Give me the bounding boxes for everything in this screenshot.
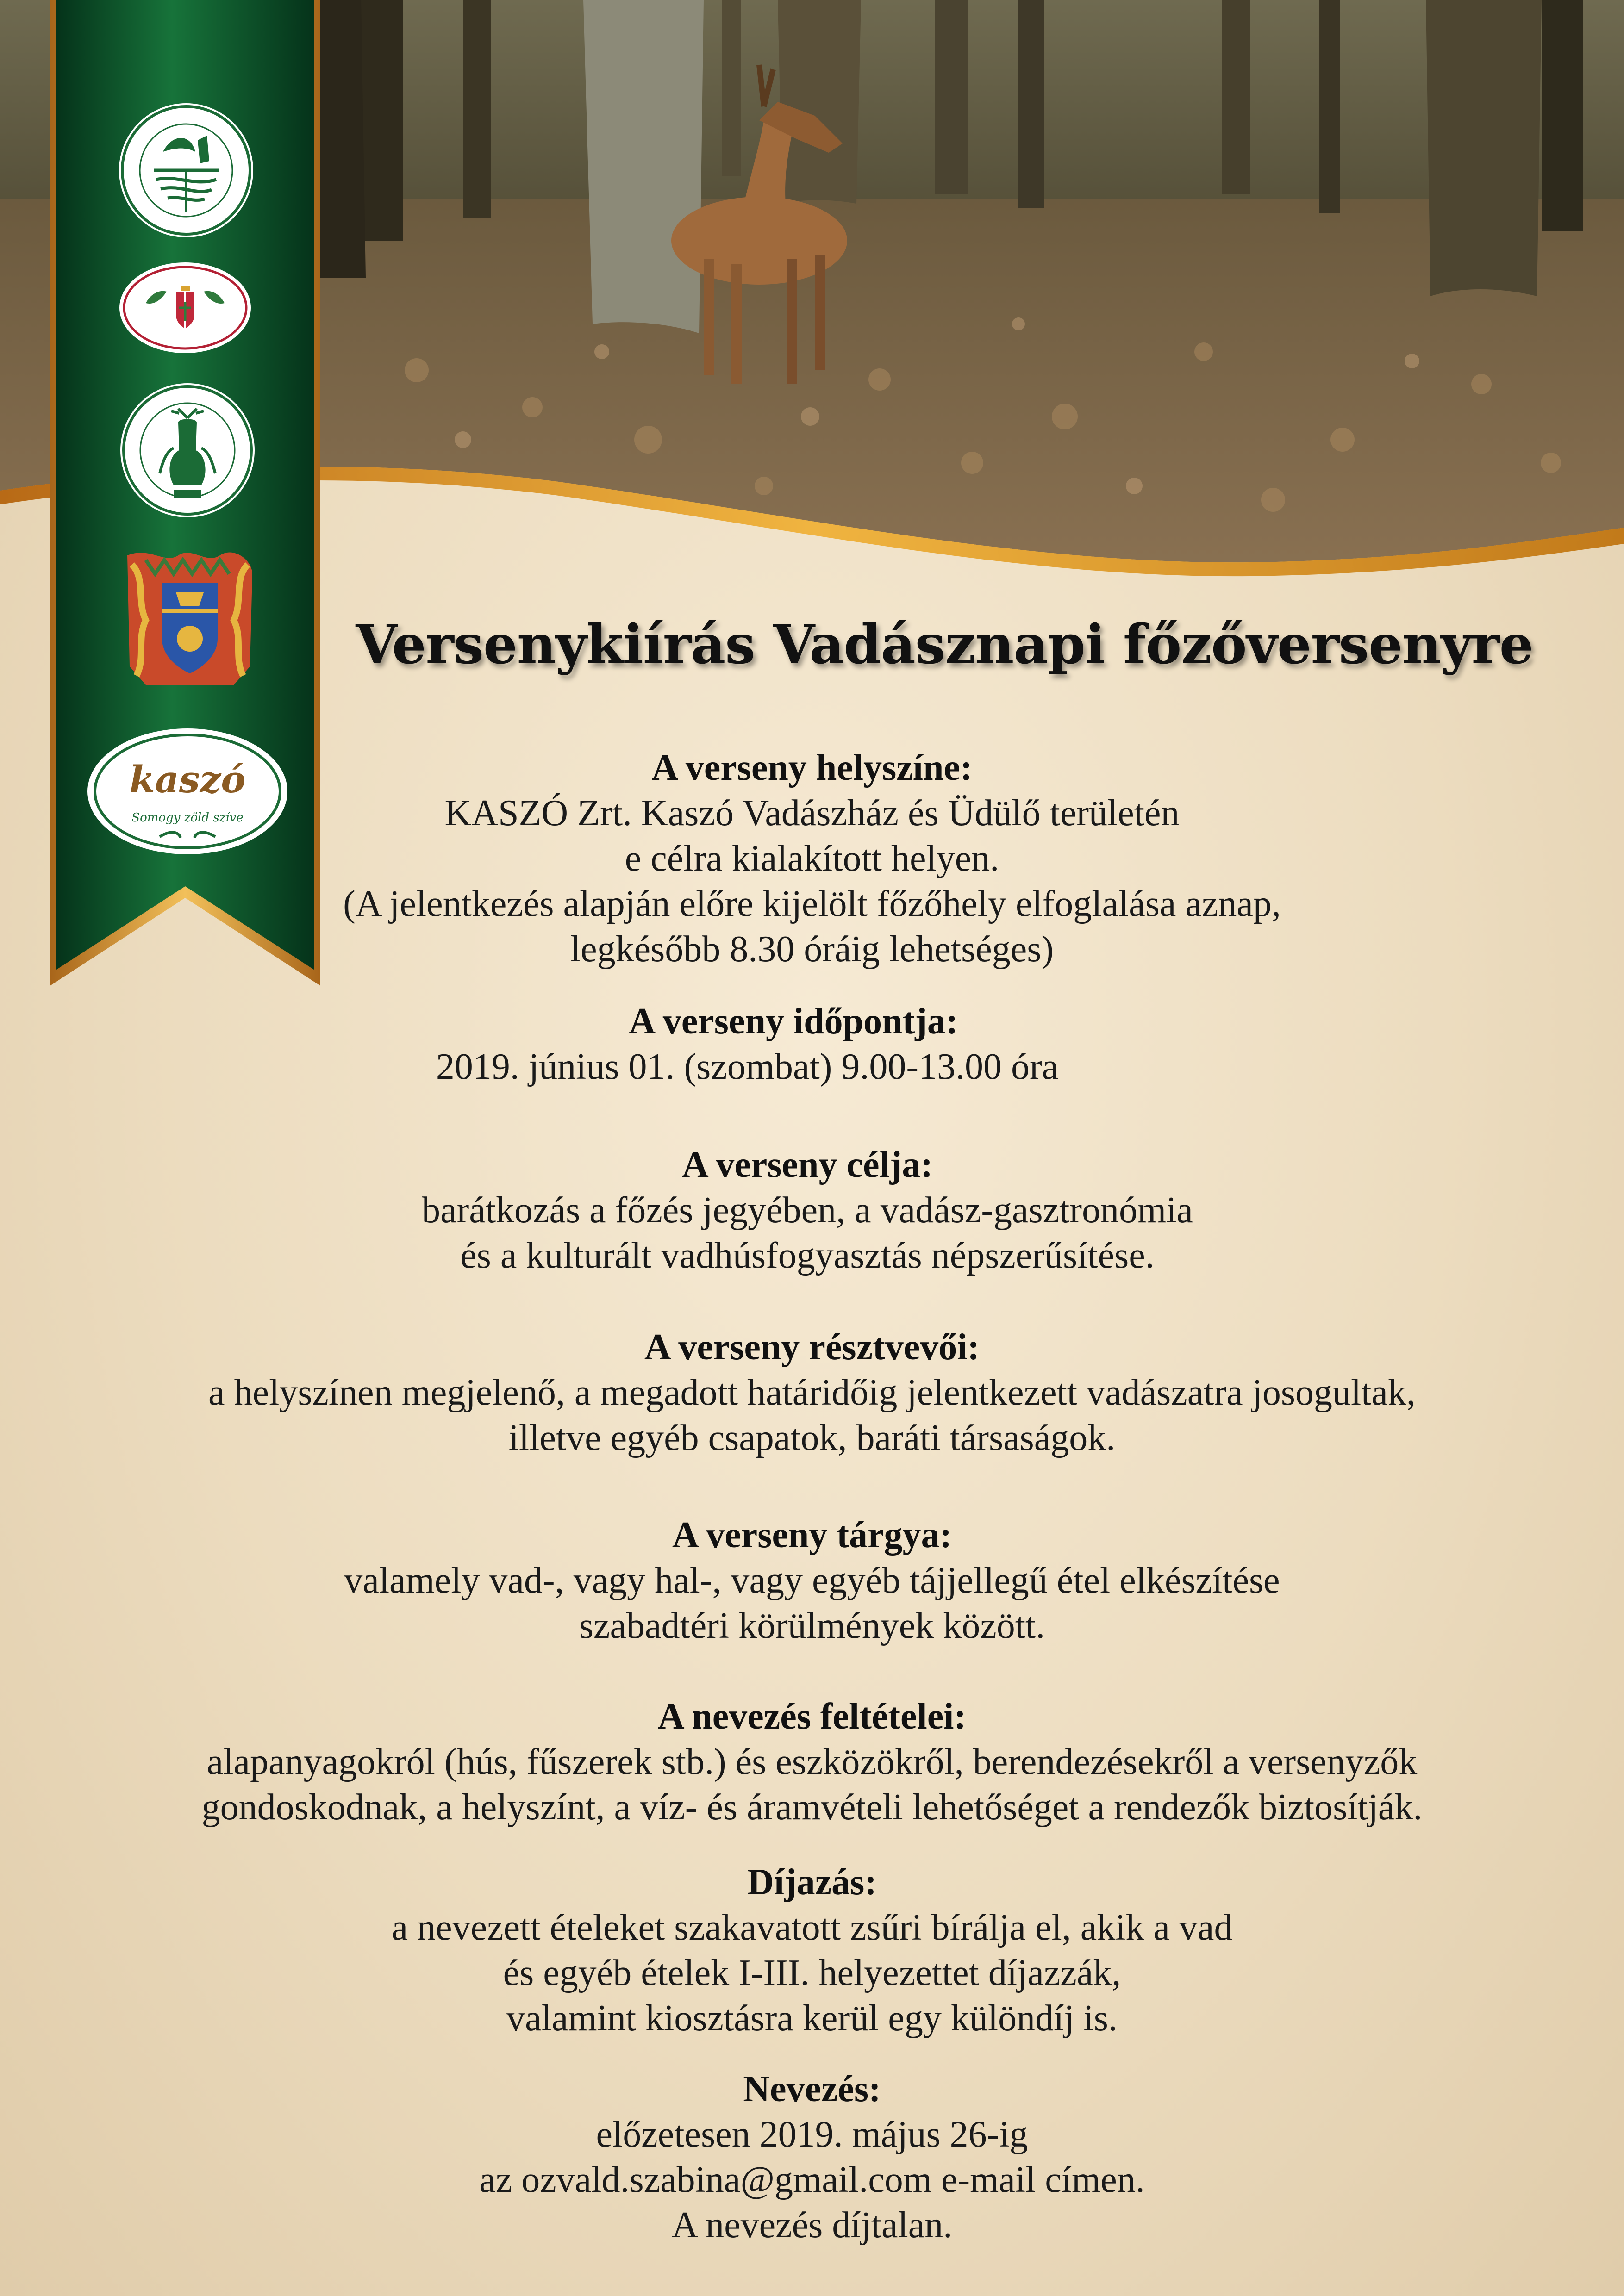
section-body [0, 2112, 1624, 2248]
body-line: előzetesen 2019. május 26-ig [596, 2114, 1028, 2155]
section-heading: A nevezés feltételei: [657, 1696, 967, 1737]
vadaszati-vedegylet-logo [118, 381, 257, 520]
body-line: barátkozás a főzés jegyében, a vadász-gasztronómia [422, 1190, 1193, 1231]
body-line: 2019. június 01. (szombat) 9.00-13.00 óra [436, 1046, 1059, 1087]
section-body [0, 1044, 1559, 1089]
section-heading: Nevezés: [743, 2069, 881, 2109]
section-heading: A verseny helyszíne: [651, 747, 973, 788]
body-line: a nevezett ételeket szakavatott zsűri bírálja el, akik a vad [391, 1907, 1233, 1948]
omvk-vadaszkamara-logo [118, 261, 252, 354]
section-body [0, 1370, 1624, 1461]
body-line: KASZÓ Zrt. Kaszó Vadászház és Üdülő területén [444, 793, 1180, 834]
body-line: és egyéb ételek I-III. helyezettet díjazzák, [503, 1953, 1121, 1993]
body-line: A nevezés díjtalan. [671, 2205, 953, 2246]
body-line: gondoskodnak, a helyszínt, a víz- és áramvételi lehetőséget a rendezők biztosítják. [201, 1787, 1423, 1828]
section-participants [0, 1325, 1624, 1461]
kaszo-tagline-text: Somogy zöld szíve [131, 811, 244, 825]
section-body [0, 790, 1624, 972]
section-heading: Díjazás: [747, 1862, 877, 1903]
section-body [0, 1558, 1624, 1649]
section-location [0, 745, 1624, 972]
kaszo-brand-text: kaszó [129, 758, 246, 801]
body-line: valamely vad-, vagy hal-, vagy egyéb tájjellegű étel elkészítése [344, 1560, 1280, 1601]
body-line: illetve egyéb csapatok, baráti társaságok. [508, 1418, 1116, 1458]
section-conditions [0, 1694, 1624, 1830]
section-prizes [0, 1860, 1624, 2041]
body-line: e célra kialakított helyen. [625, 838, 999, 879]
section-heading: A verseny időpontja: [629, 1001, 958, 1042]
somogy-coat-of-arms [118, 546, 262, 690]
section-body [0, 1188, 1619, 1278]
drava-volgye-school-logo [117, 101, 256, 240]
body-line: (A jelentkezés alapján előre kijelölt főzőhely elfoglalása aznap, [343, 884, 1281, 924]
section-date [0, 999, 1559, 1089]
section-subject [0, 1512, 1624, 1649]
page-title: Versenykiírás Vadásznapi főzőversenyre [356, 613, 1533, 676]
section-body [0, 1739, 1624, 1830]
body-line: valamint kiosztásra kerül egy különdíj is. [506, 1998, 1118, 2039]
body-line: alapanyagokról (hús, fűszerek stb.) és eszközökről, berendezésekről a versenyzők [206, 1742, 1418, 1782]
section-goal [0, 1142, 1619, 1278]
section-heading: A verseny résztvevői: [644, 1327, 980, 1368]
section-heading: A verseny tárgya: [672, 1515, 952, 1556]
body-line: szabadtéri körülmények között. [579, 1605, 1045, 1646]
section-entry [0, 2066, 1624, 2248]
body-line: a helyszínen megjelenő, a megadott határidőig jelentkezett vadászatra josogultak, [208, 1372, 1416, 1413]
body-line: és a kulturált vadhúsfogyasztás népszerűsítése. [460, 1235, 1155, 1276]
email-line: az ozvald.szabina@gmail.com e-mail címen. [479, 2159, 1145, 2200]
section-body [0, 1905, 1624, 2041]
body-line: legkésőbb 8.30 óráig lehetséges) [570, 929, 1054, 970]
section-heading: A verseny célja: [681, 1145, 933, 1185]
